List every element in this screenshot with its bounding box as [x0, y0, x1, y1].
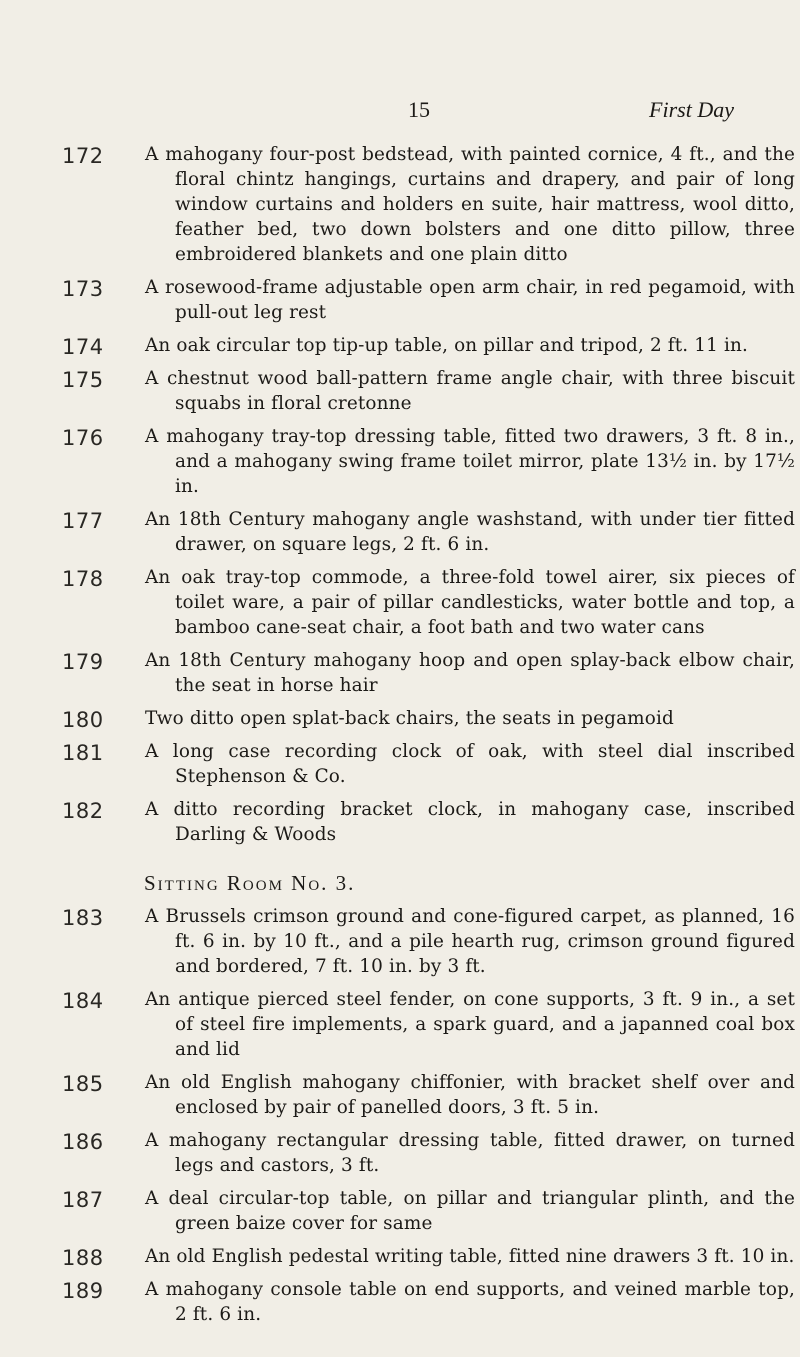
lot-item: [0, 335, 800, 360]
section-heading: Sitting Room No. 3.: [144, 871, 356, 895]
lot-number: 187: [62, 1188, 104, 1212]
lot-description: A rosewood-frame adjustable open arm chair, in red pegamoid, with pull-out leg rest: [145, 277, 795, 323]
lot-number: 181: [62, 741, 104, 765]
lot-description: A mahogany tray-top dressing table, fitted two drawers, 3 ft. 8 in., and a mahogany swing frame toilet mirror, plate 13½ in. by 17½ in.: [145, 426, 795, 497]
lot-number: 189: [62, 1279, 104, 1303]
lot-number: 182: [62, 799, 104, 823]
lot-item: [0, 1130, 800, 1180]
lot-number: 176: [62, 426, 104, 450]
lot-description: A Brussels crimson ground and cone-figured carpet, as planned, 16 ft. 6 in. by 10 ft., and a pile hearth rug, crimson ground figured and bordered, 7 ft. 10 in. by 3 ft.: [145, 906, 795, 977]
lot-number: 173: [62, 277, 104, 301]
lot-number: 175: [62, 368, 104, 392]
lot-number: 184: [62, 989, 104, 1013]
lot-number: 174: [62, 335, 104, 359]
lot-description: An oak tray-top commode, a three-fold towel airer, six pieces of toilet ware, a pair of pillar candlesticks, water bottle and top, a bamboo cane-seat chair, a foot bath and two water cans: [145, 567, 795, 638]
lot-description: A mahogany console table on end supports, and veined marble top, 2 ft. 6 in.: [145, 1279, 795, 1325]
lot-description: An old English pedestal writing table, fitted nine drawers 3 ft. 10 in.: [145, 1246, 795, 1267]
lot-description: A mahogany rectangular dressing table, fitted drawer, on turned legs and castors, 3 ft.: [145, 1130, 795, 1176]
lot-item: [0, 708, 800, 733]
lot-item: [0, 1279, 800, 1329]
lot-description: An oak circular top tip-up table, on pillar and tripod, 2 ft. 11 in.: [145, 335, 749, 356]
lot-number: 180: [62, 708, 104, 732]
lot-description: An 18th Century mahogany hoop and open splay-back elbow chair, the seat in horse hair: [145, 650, 795, 696]
lot-item: [0, 1072, 800, 1122]
lot-item: [0, 906, 800, 981]
lot-number: 185: [62, 1072, 104, 1096]
lot-number: 188: [62, 1246, 104, 1270]
lot-description: An 18th Century mahogany angle washstand, with under tier fitted drawer, on square legs, 2 ft. 6 in.: [145, 509, 795, 555]
lot-item: [0, 509, 800, 559]
lot-item: [0, 741, 800, 791]
lot-number: 177: [62, 509, 104, 533]
lot-item: [0, 277, 800, 327]
lot-description: A deal circular-top table, on pillar and triangular plinth, and the green baize cover for same: [145, 1188, 795, 1234]
lot-item: [0, 1188, 800, 1238]
lot-description: Two ditto open splat-back chairs, the seats in pegamoid: [145, 708, 674, 729]
page-header: [0, 97, 800, 127]
lot-item: [0, 426, 800, 501]
lot-number: 179: [62, 650, 104, 674]
lot-number: 183: [62, 906, 104, 930]
lot-description: A chestnut wood ball-pattern frame angle chair, with three biscuit squabs in floral cretonne: [145, 368, 795, 414]
lot-description: An old English mahogany chiffonier, with bracket shelf over and enclosed by pair of panelled doors, 3 ft. 5 in.: [145, 1072, 795, 1118]
running-head: First Day: [649, 97, 734, 122]
lot-number: 172: [62, 144, 104, 168]
lot-number: 178: [62, 567, 104, 591]
lot-description: A mahogany four-post bedstead, with painted cornice, 4 ft., and the floral chintz hangings, curtains and drapery, and pair of long window curtains and holders en suite, hair mattress, wool ditto, feather bed, two down bolsters and one ditto pillow, three embroidered blankets and one plain ditto: [145, 144, 795, 265]
lot-description: A long case recording clock of oak, with steel dial inscribed Stephenson & Co.: [145, 741, 795, 787]
lot-item: [0, 144, 800, 269]
lot-item: [0, 989, 800, 1064]
page-number: 15: [408, 97, 430, 122]
lot-item: [0, 799, 800, 849]
lot-item: [0, 567, 800, 642]
lot-description: A ditto recording bracket clock, in mahogany case, inscribed Darling & Woods: [145, 799, 795, 845]
lot-number: 186: [62, 1130, 104, 1154]
lot-description: An antique pierced steel fender, on cone supports, 3 ft. 9 in., a set of steel fire implements, a spark guard, and a japanned coal box and lid: [145, 989, 795, 1060]
lot-item: [0, 368, 800, 418]
lot-item: [0, 1246, 800, 1271]
lot-item: [0, 650, 800, 700]
